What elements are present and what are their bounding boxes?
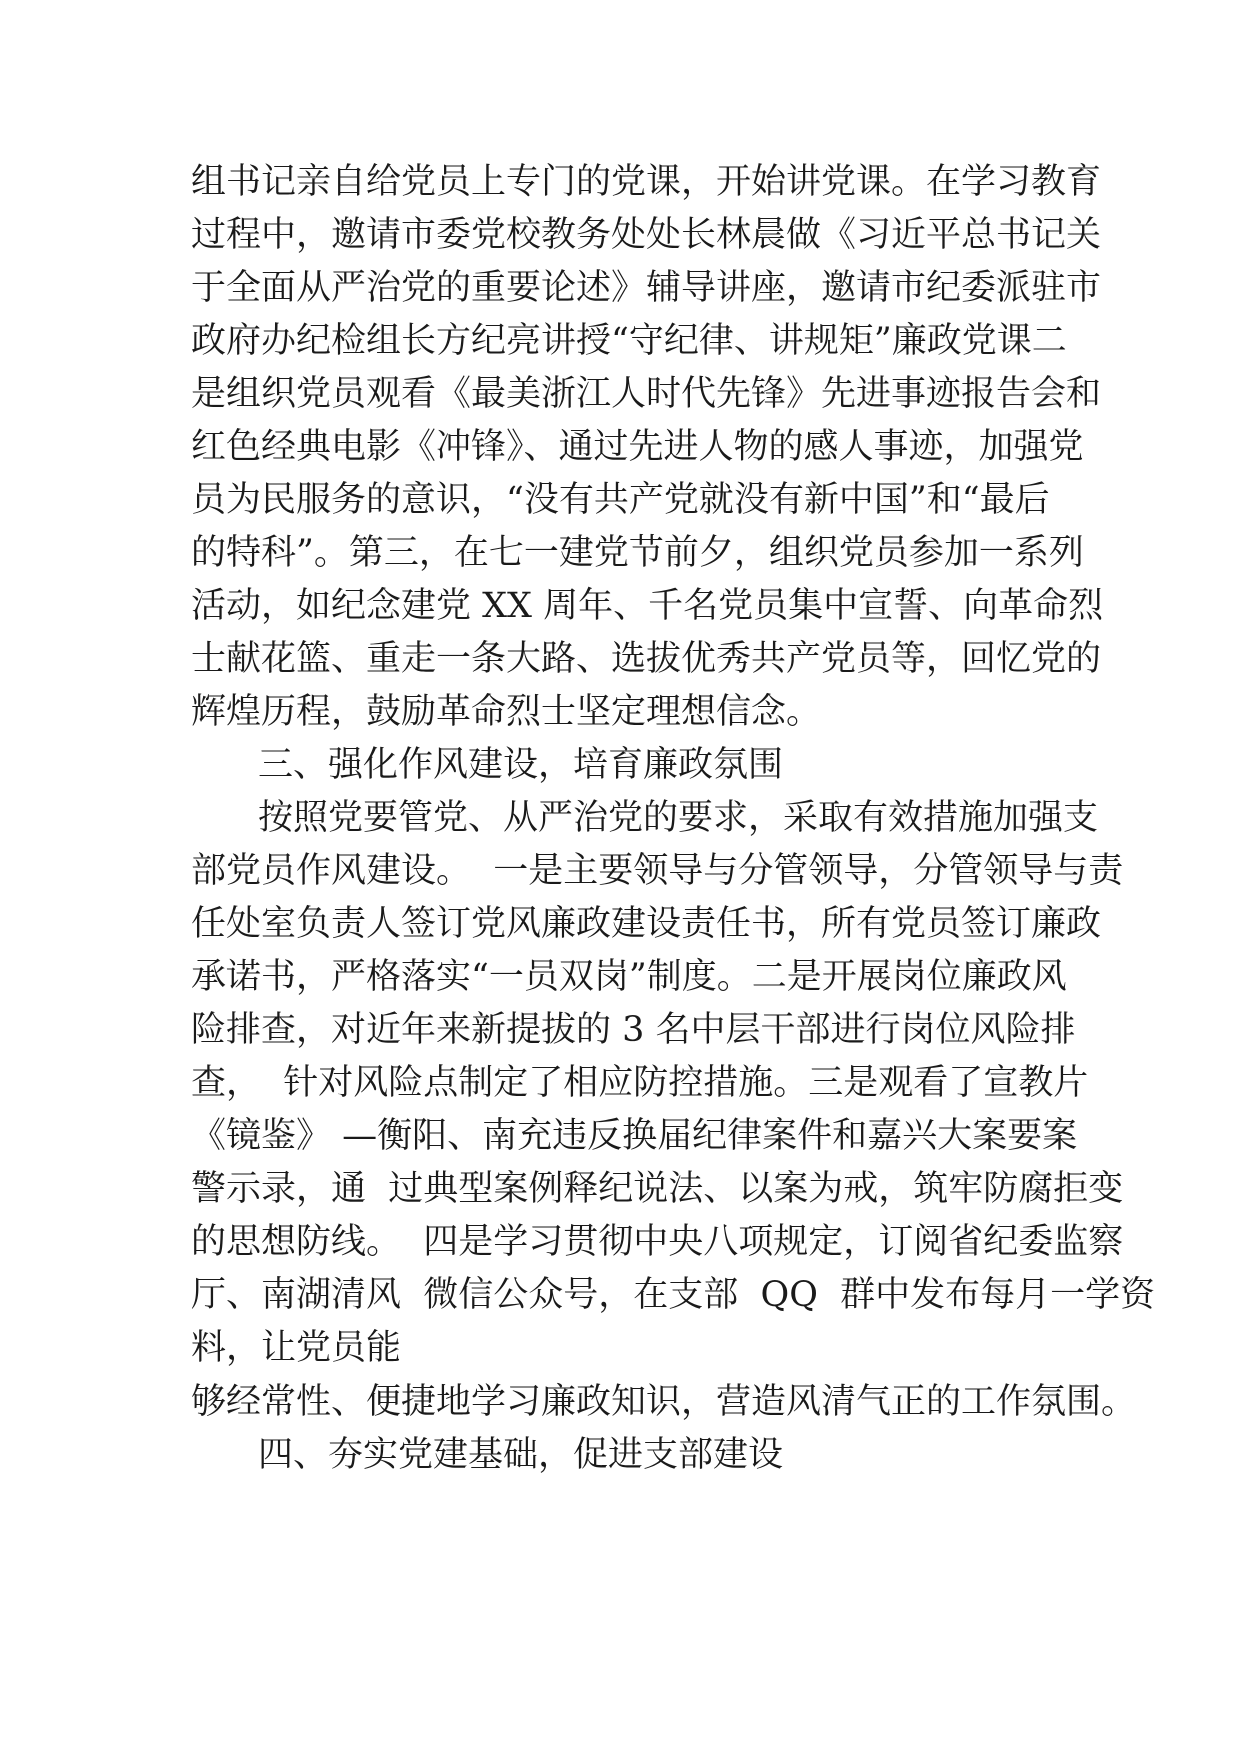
body-text-line: 士献花篮、重走一条大路、选拔优秀共产党员等，回忆党的 — [191, 639, 1102, 679]
body-text-line: 政府办纪检组长方纪亮讲授“守纪律、讲规矩”廉政党课二 — [191, 321, 1067, 361]
body-text-line: 查， 针对风险点制定了相应防控措施。三是观看了宣教片 — [191, 1063, 1089, 1103]
body-text-line: 按照党要管党、从严治党的要求，采取有效措施加强支 — [258, 798, 1099, 838]
body-text-line: 部党员作风建设。 一是主要领导与分管领导，分管领导与责 — [191, 851, 1124, 891]
body-text-line: 的特科”。第三，在七一建党节前夕，组织党员参加一系列 — [191, 533, 1084, 573]
body-text-line: 厅、南湖清风 微信公众号，在支部 QQ 群中发布每月一学资 — [191, 1275, 1156, 1315]
section-heading: 四、夯实党建基础，促进支部建设 — [258, 1435, 784, 1475]
body-text-line: 够经常性、便捷地学习廉政知识，营造风清气正的工作氛围。 — [191, 1382, 1137, 1422]
body-text-line: 是组织党员观看《最美浙江人时代先锋》先进事迹报告会和 — [191, 374, 1102, 414]
body-text-line: 红色经典电影《冲锋》、通过先进人物的感人事迹，加强党 — [191, 427, 1084, 467]
body-text-line: 于全面从严治党的重要论述》辅导讲座，邀请市纪委派驻市 — [191, 268, 1102, 308]
body-text-line: 警示录，通 过典型案例释纪说法、以案为戒，筑牢防腐拒变 — [191, 1169, 1124, 1209]
body-text-line: 的思想防线。 四是学习贯彻中央八项规定，订阅省纪委监察 — [191, 1222, 1124, 1262]
body-text-line: 料，让党员能 — [191, 1328, 402, 1368]
body-text-line: 活动，如纪念建党 XX 周年、千名党员集中宣誓、向革命烈 — [191, 586, 1104, 626]
body-text-line: 任处室负责人签订党风廉政建设责任书，所有党员签订廉政 — [191, 904, 1102, 944]
body-text-line: 承诺书，严格落实“一员双岗”制度。二是开展岗位廉政风 — [191, 957, 1067, 997]
body-text-line: 《镜鉴》 —衡阳、南充违反换届纪律案件和嘉兴大案要案 — [191, 1116, 1078, 1156]
body-text-line: 险排查，对近年来新提拔的 3 名中层干部进行岗位风险排 — [191, 1010, 1076, 1050]
body-text-line: 辉煌历程，鼓励革命烈士坚定理想信念。 — [191, 692, 822, 732]
body-text-line: 员为民服务的意识，“没有共产党就没有新中国”和“最后 — [191, 480, 1050, 520]
body-text-line: 过程中，邀请市委党校教务处处长林晨做《习近平总书记关 — [191, 215, 1102, 255]
section-heading: 三、强化作风建设，培育廉政氛围 — [258, 745, 784, 785]
body-text-line: 组书记亲自给党员上专门的党课，开始讲党课。在学习教育 — [191, 162, 1102, 202]
